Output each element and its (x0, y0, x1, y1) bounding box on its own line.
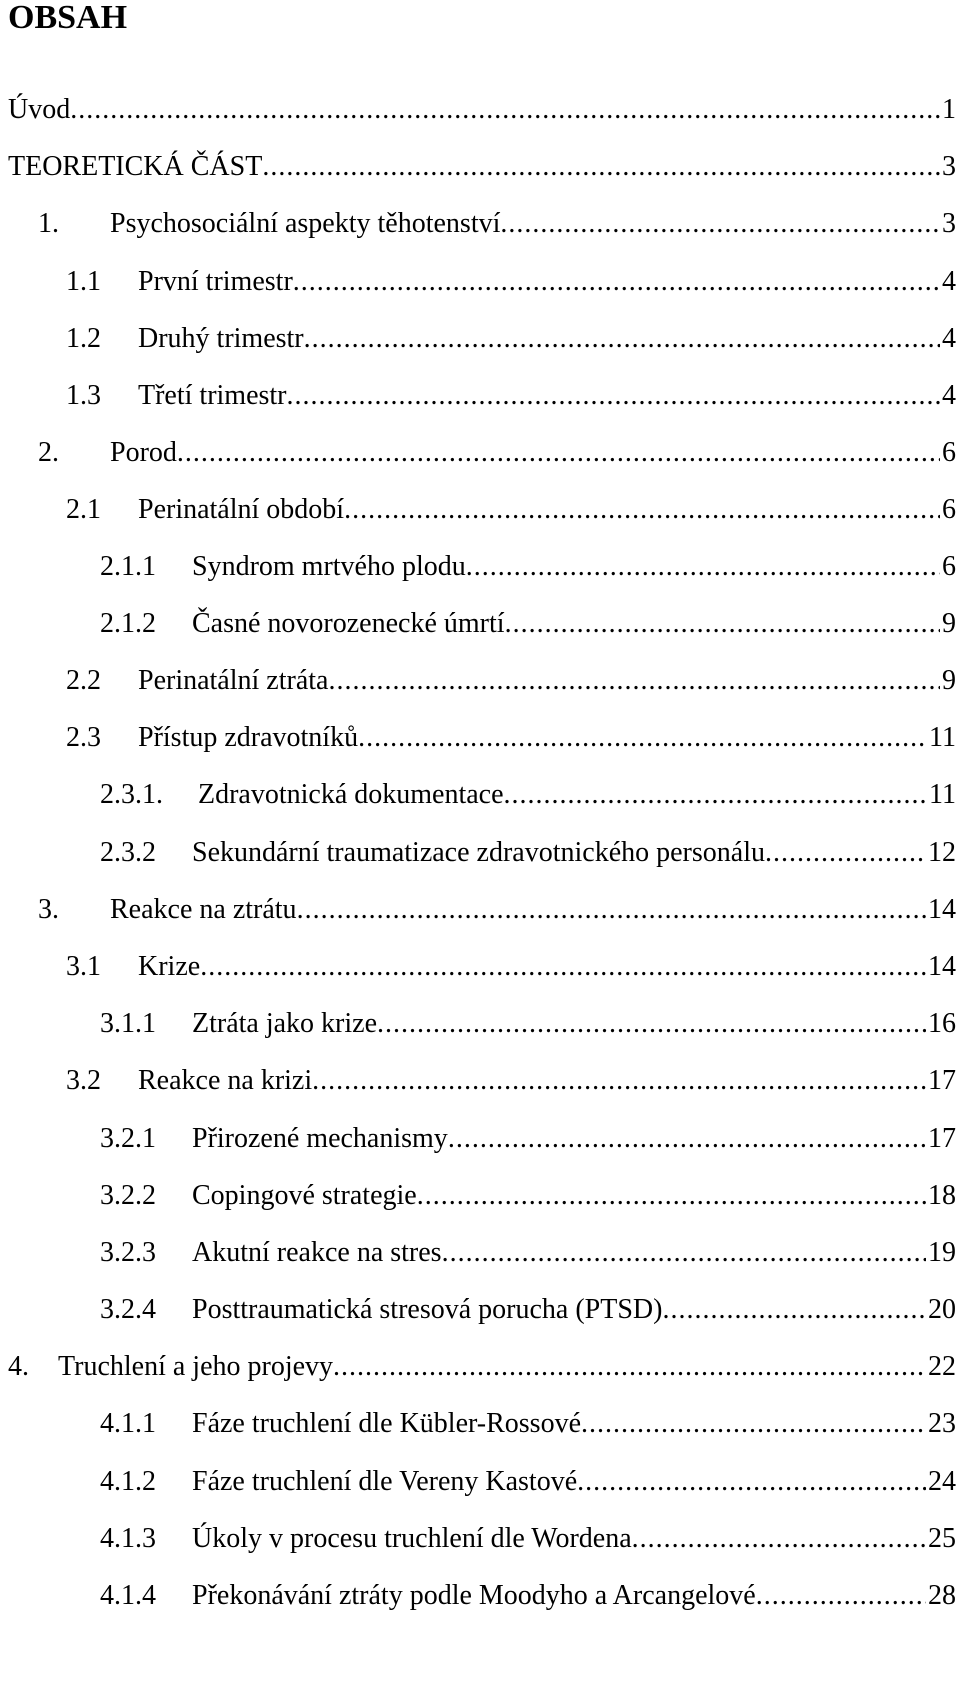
toc-leader-dots (304, 322, 940, 356)
toc-entry[interactable] (100, 1007, 956, 1041)
toc-entry-page: 4 (942, 380, 956, 411)
toc-entry-number: 2.3 (66, 722, 101, 753)
toc-entry[interactable] (66, 721, 956, 755)
toc-leader-dots (200, 950, 926, 984)
page-title: OBSAH (8, 0, 128, 36)
toc-entry-page: 9 (942, 608, 956, 639)
toc-entry-page: 17 (928, 1065, 956, 1096)
toc-entry-page: 19 (928, 1237, 956, 1268)
toc-entry-number: 3.2.1 (100, 1123, 156, 1154)
toc-entry-number: 2.1.2 (100, 608, 156, 639)
toc-entry[interactable] (8, 150, 956, 184)
toc-entry-title: Fáze truchlení dle Kübler-Rossové (192, 1408, 581, 1439)
toc-entry-title: Úvod (8, 94, 71, 125)
toc-entry[interactable] (38, 893, 956, 927)
toc-entry-page: 4 (942, 266, 956, 297)
toc-leader-dots (662, 1293, 926, 1327)
toc-entry[interactable] (8, 93, 956, 127)
toc-entry-page: 11 (929, 779, 956, 810)
toc-entry-title: Fáze truchlení dle Vereny Kastové (192, 1466, 578, 1497)
toc-entry-number: 3.2.3 (100, 1237, 156, 1268)
toc-entry-page: 6 (942, 551, 956, 582)
toc-entry-title: První trimestr (138, 266, 293, 297)
toc-entry-title: Reakce na krizi (138, 1065, 313, 1096)
toc-entry-number: 4.1.1 (100, 1408, 156, 1439)
toc-entry[interactable] (100, 1236, 956, 1270)
toc-entry-page: 3 (942, 208, 956, 239)
toc-leader-dots (262, 150, 940, 184)
toc-entry-page: 24 (928, 1466, 956, 1497)
toc-entry-page: 23 (928, 1408, 956, 1439)
toc-entry[interactable] (66, 493, 956, 527)
toc-leader-dots (448, 1122, 926, 1156)
toc-entry[interactable] (100, 1122, 956, 1156)
toc-entry-title: Přirozené mechanismy (192, 1123, 448, 1154)
toc-entry[interactable] (66, 379, 956, 413)
toc-leader-dots (505, 607, 940, 641)
toc-leader-dots (504, 778, 927, 812)
toc-entry-page: 28 (928, 1580, 956, 1611)
toc-leader-dots (377, 1007, 926, 1041)
toc-leader-dots (577, 1465, 926, 1499)
toc-entry-title: Perinatální ztráta (138, 665, 329, 696)
toc-entry[interactable] (66, 265, 956, 299)
toc-entry-number: 2.2 (66, 665, 101, 696)
toc-leader-dots (358, 721, 927, 755)
toc-entry[interactable] (100, 550, 956, 584)
toc-leader-dots (417, 1179, 926, 1213)
toc-entry-title: Perinatální období (138, 494, 345, 525)
toc-entry-title: Psychosociální aspekty těhotenství (110, 208, 501, 239)
toc-entry-title: Krize (138, 951, 201, 982)
toc-entry-title: Úkoly v procesu truchlení dle Wordena (192, 1523, 632, 1554)
toc-entry-title: Akutní reakce na stres (192, 1237, 442, 1268)
toc-entry-number: 3.2.4 (100, 1294, 156, 1325)
toc-entry-page: 14 (928, 951, 956, 982)
toc-entry[interactable] (100, 836, 956, 870)
toc-entry[interactable] (8, 1350, 956, 1384)
toc-entry[interactable] (66, 322, 956, 356)
toc-entry-title: Přístup zdravotníků (138, 722, 359, 753)
toc-leader-dots (70, 93, 940, 127)
toc-entry-number: 2.3.2 (100, 837, 156, 868)
toc-entry[interactable] (38, 207, 956, 241)
toc-entry-number: 2. (38, 437, 59, 468)
toc-leader-dots (293, 265, 940, 299)
toc-entry-page: 1 (942, 94, 956, 125)
toc-entry-number: 2.1.1 (100, 551, 156, 582)
toc-entry-page: 25 (928, 1523, 956, 1554)
toc-entry-page: 12 (928, 837, 956, 868)
toc-entry-page: 14 (928, 894, 956, 925)
toc-leader-dots (466, 550, 940, 584)
toc-entry-number: 2.3.1. (100, 779, 163, 810)
toc-entry-page: 6 (942, 437, 956, 468)
toc-leader-dots (328, 664, 940, 698)
toc-entry-title: Copingové strategie (192, 1180, 417, 1211)
toc-leader-dots (344, 493, 940, 527)
toc-entry-number: 2.1 (66, 494, 101, 525)
toc-leader-dots (287, 379, 940, 413)
toc-entry-number: 1.2 (66, 323, 101, 354)
toc-entry-number: 1.1 (66, 266, 101, 297)
toc-leader-dots (297, 893, 926, 927)
toc-entry-number: 3. (38, 894, 59, 925)
toc-entry-page: 6 (942, 494, 956, 525)
toc-entry-title: TEORETICKÁ ČÁST (8, 151, 263, 182)
toc-entry[interactable] (100, 1179, 956, 1213)
toc-entry[interactable] (100, 1293, 956, 1327)
toc-entry-title: Syndrom mrtvého plodu (192, 551, 466, 582)
toc-leader-dots (177, 436, 940, 470)
toc-entry-page: 18 (928, 1180, 956, 1211)
toc-entry-page: 11 (929, 722, 956, 753)
toc-entry-number: 3.2 (66, 1065, 101, 1096)
toc-entry[interactable] (66, 664, 956, 698)
toc-entry-title: Reakce na ztrátu (110, 894, 297, 925)
toc-entry-number: 4. (8, 1351, 29, 1382)
toc-entry-number: 1.3 (66, 380, 101, 411)
toc-entry-title: Překonávání ztráty podle Moodyho a Arcangelové (192, 1580, 756, 1611)
toc-entry-number: 3.1.1 (100, 1008, 156, 1039)
toc-entry-title: Porod (110, 437, 177, 468)
toc-entry-number: 4.1.2 (100, 1466, 156, 1497)
toc-entry-title: Časné novorozenecké úmrtí (192, 608, 505, 639)
toc-entry-page: 3 (942, 151, 956, 182)
toc-entry-number: 1. (38, 208, 59, 239)
toc-entry[interactable] (100, 1407, 956, 1441)
toc-entry-page: 22 (928, 1351, 956, 1382)
toc-entry-page: 4 (942, 323, 956, 354)
toc-leader-dots (632, 1522, 926, 1556)
toc-entry-page: 17 (928, 1123, 956, 1154)
toc-leader-dots (442, 1236, 926, 1270)
toc-leader-dots (581, 1407, 926, 1441)
toc-entry-page: 16 (928, 1008, 956, 1039)
toc-entry[interactable] (38, 436, 956, 470)
toc-entry[interactable] (100, 1522, 956, 1556)
toc-entry-title: Třetí trimestr (138, 380, 287, 411)
toc-entry[interactable] (100, 778, 956, 812)
toc-leader-dots (756, 1579, 926, 1613)
toc-entry-page: 9 (942, 665, 956, 696)
toc-entry-title: Posttraumatická stresová porucha (PTSD) (192, 1294, 663, 1325)
toc-entry[interactable] (100, 1579, 956, 1613)
toc-entry-title: Sekundární traumatizace zdravotnického personálu (192, 837, 765, 868)
toc-entry-number: 3.1 (66, 951, 101, 982)
toc-entry-page: 20 (928, 1294, 956, 1325)
toc-entry[interactable] (100, 607, 956, 641)
toc-entry[interactable] (66, 1064, 956, 1098)
toc-entry-title: Truchlení a jeho projevy (58, 1351, 334, 1382)
toc-leader-dots (500, 207, 940, 241)
toc-leader-dots (312, 1064, 926, 1098)
toc-leader-dots (333, 1350, 926, 1384)
toc-entry-number: 4.1.4 (100, 1580, 156, 1611)
toc-entry-title: Zdravotnická dokumentace (198, 779, 504, 810)
toc-entry-number: 4.1.3 (100, 1523, 156, 1554)
toc-entry-title: Druhý trimestr (138, 323, 304, 354)
toc-entry[interactable] (100, 1465, 956, 1499)
toc-entry-title: Ztráta jako krize (192, 1008, 378, 1039)
toc-entry-number: 3.2.2 (100, 1180, 156, 1211)
toc-entry[interactable] (66, 950, 956, 984)
toc-leader-dots (765, 836, 926, 870)
